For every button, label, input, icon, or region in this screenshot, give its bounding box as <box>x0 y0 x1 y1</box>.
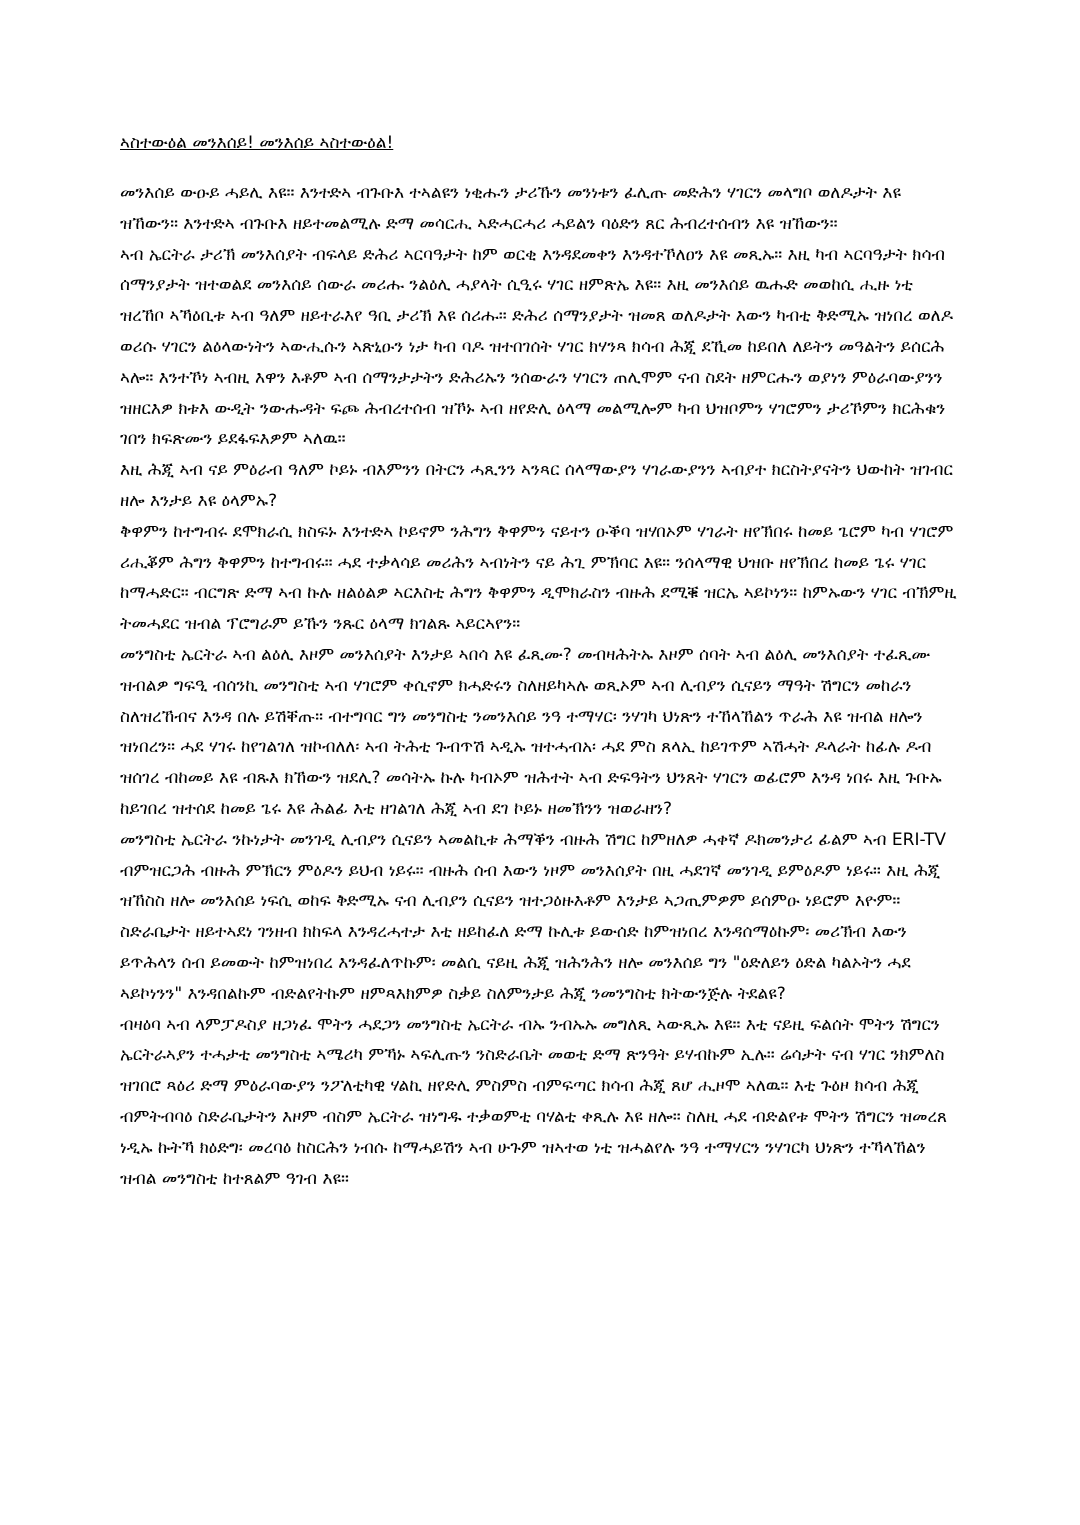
paragraph-3: እዚ ሕጂ ኣብ ናይ ምዕራብ ዓለም ኮይኑ ብእምንን በትርን ሓጺንን ኣንጻር ሰላማውያን ሃገራውያንን ኣብያተ ክርስትያናትን ህውከት ዝገብር ዘሎ እንታይ እዩ ዕላምኡ? <box>120 460 953 511</box>
paragraph-6: መንግስቲ ኤርትራ ንኩነታት መንገዲ ሊብያን ሲናይን ኣመልኪቱ ሕማቕን ብዙሕ ሽግር ከምዘለዎ ሓቀኛ ዶክመንታሪ ፊልም ኣብ ERI-TV ብምዝርጋሕ ብዙሕ ምኽርን ምዕዶን ይህብ ነይሩ። ብዙሕ ሰብ እውን ነዞም መንእሰያት በዚ ሓደገኛ መንገዲ ይምዕዶም ነይሩ። እዚ ሕጂ ዝኸስስ ዘሎ መንእሰይ ነፍሲ ወከፍ ቅድሚኡ ናብ ሊብያን ሲናይን ዝተጋዕዙእቶም እንታይ ኣጋጢምዎም ይሰምዑ ነይሮም እዮም። ስድራቤታት ዘይተኣደነ ገንዘብ ክከፍላ እንዳረሓተታ እቲ ዘይከፈለ ድማ ኩሊቱ ይውሰድ ከምዝነበረ እንዳሰማዕኩም፡ መሪኽብ እውን ይጥሕላን ሰብ ይመውት ከምዝነበረ እንዳፈለጥኩም፡ መልሲ ናይዚ ሕጂ ዝሕንሕን ዘሎ መንእሰይ ግን "ዕድለይን ዕድል ካልኦትን ሓደ ኣይኮነንን" እንዳበልኩም ብድልየትኩም ዘምጻእክምዎ ስቃይ ስለምንታይ ሕጂ ንመንግስቲ ክትውንጅሉ ትደልዩ? <box>120 829 947 1004</box>
document-title: ኣስተውዕል መንእሰይ! መንእሰይ ኣስተውዕል! <box>120 133 394 153</box>
paragraph-2: ኣብ ኤርትራ ታሪኽ መንእሰያት ብፍላይ ድሕሪ ኣርባዓታት ከም ወርቂ እንዳደመቀን እንዳተኾለዐን እዩ መጺኡ። እዚ ካብ ኣርባዓታት ክሳብ ሰማንያታት ዝተወልደ መንእሰይ ሰውራ መሪሑ ንልዕሊ ሓያላት ሲዒሩ ሃገር ዘምጽኤ እዩ። እዚ መንእሰይ ዉሑድ መወከሲ ሒዙ ነቲ ዝረኸቦ ኣኻዕቢቱ ኣብ ዓለም ዘይተራእየ ዓቢ ታሪኽ እዩ ሰሪሑ። ድሕሪ ሰማንያታት ዝመጸ ወለዶታት እውን ካብቲ ቅድሚኡ ዝነበረ ወለዶ ወሪሱ ሃገርን ልዕላውነትን ኣውሒሱን ኣጽኒዑን ነታ ካብ ባዶ ዝተበገሰት ሃገር ክሃንጻ ክሳብ ሕጂ ደኺመ ከይበለ ለይትን መዓልትን ይሰርሕ ኣሎ። እንተኾነ ኣብዚ እዋን እቶም ኣብ ሰማንታታትን ድሕሪኡን ንሰውራን ሃገርን ጠሊሞም ናብ ስደት ዘምርሑን ወያነን ምዕራባውያንን ዝዘርእዎ ክቱእ ውዲት ንውሑዳት ፍጮ ሕብረተሰብ ዝኾኑ ኣብ ዘየድሊ ዕላማ መልሚሎም ካብ ህዝቦምን ሃገሮምን ታሪኾምን ክርሕቁን ገበን ክፍጽሙን ይደፋፍእዎም ኣለዉ። <box>120 244 953 450</box>
paragraph-1: መንእሰይ ውዑይ ሓይሊ እዩ። እንተድኣ ብጉቡእ ተኣልዩን ነቂሑን ታሪኹን መንነቱን ፈሊጡ መድሕን ሃገርን መላግቦ ወለዶታት እዩ ዝኸውን። እንተድኣ ብጉቡእ ዘይተመልሚሉ ድማ መሳርሒ ኣድሓርሓሪ ሓይልን ባዕድን ጸር ሕብረተሰብን እዩ ዝኸውን። <box>120 183 901 234</box>
document-page <box>120 128 960 1194</box>
paragraph-4: ቅዋምን ከተግብሩ ደሞክራሲ ክስፍኑ እንተድኣ ኮይኖም ንሕግን ቅዋምን ናይተን ዑቕባ ዝሃበኦም ሃገራት ዘየኽበሩ ከመይ ጌሮም ካብ ሃገሮም ሪሒቖም ሕግን ቅዋምን ከተግብሩ። ሓደ ተቃላሳይ መሪሕን ኣብነትን ናይ ሕጊ ምኽባር እዩ። ንሰላማዊ ህዝቡ ዘየኽበረ ከመይ ጌሩ ሃገር ከማሓድር። ብርግጽ ድማ ኣብ ኩሉ ዘልዕልዎ ኣርእስቲ ሕግን ቅዋምን ዲሞክራስን ብዙሕ ደሚቑ ዝርኤ ኣይኮነን። ከምኡውን ሃገር ብኽምዚ ትመሓደር ዝብል ፕሮግራም ይኹን ንጹር ዕላማ ክገልጹ ኣይርኣየን። <box>120 521 957 635</box>
paragraph-7: ብዛዕባ ኣብ ላምፓዶስያ ዘጋነፈ ሞትን ሓደጋን መንግስቲ ኤርትራ ብኡ ንብኡኡ መግለጺ ኣውጺኡ እዩ። እቲ ናይዚ ፍልሰት ሞትን ሽግርን ኤርትራኣያን ተሓታቲ መንግስቲ ኣሜሪካ ምኻኑ ኣፍሊጡን ንስድራቤት መወቲ ድማ ጽንዓት ይሃብኩም ኢሉ። ሬሳታት ናብ ሃገር ንክምለስ ዝገበሮ ጻዕሪ ድማ ምዕራባውያን ንፖለቲካዊ ሃልኪ ዘየድሊ ምስምስ ብምፍጣር ክሳብ ሕጂ ጸሆ ሒዞሞ ኣለዉ። እቲ ጉዕዞ ክሳብ ሕጂ ብምትብባዕ ስድራቤታትን እዞም ብስም ኤርትራ ዝነግዱ ተቃወምቲ ባሃልቲ ቀጺሉ እዩ ዘሎ። ስለዚ ሓደ ብድልየቱ ሞትን ሽግርን ዝመረጸ ነዲኡ ኩትኻ ክዕድግ፡ መረባዕ ከስርሕን ነብሱ ከማሓይሽን ኣብ ሁጉም ዝኣተወ ነቲ ዝሓልየሉ ንዓ ተማሃርን ንሃገርካ ህነጽን ተኻላኸልን ዝብል መንግስቲ ከተጸልም ዓገብ እዩ። <box>120 1014 947 1189</box>
paragraph-5: መንግስቲ ኤርትራ ኣብ ልዕሊ እዞም መንእሰያት እንታይ ኣበሳ እዩ ፈጺሙ? መብዛሕትኡ እዞም ሰባት ኣብ ልዕሊ መንእሰያት ተፈጺሙ ዝብልዎ ግፍዒ ብሰንኪ መንግስቲ ኣብ ሃገሮም ቀሲኖም ክሓድሩን ስለዘይካኣሉ ወጺኦም ኣብ ሊብያን ሲናይን ማዓት ሽግርን መከራን ስለዝረኸብና እንዳ በሉ ይሽቐጡ። ብተግባር ግን መንግስቲ ንመንእሰይ ንዓ ተማሃር፡ ንሃገካ ህነጽን ተኸላኸልን ጥራሕ እዩ ዝብል ዘሎን ዝነበረን። ሓደ ሃገሩ ከየገልገለ ዝኮብለለ፡ ኣብ ትሕቲ ጉብጥሽ ኣዲኡ ዝተሓብአ፡ ሓደ ምስ ጸላኢ ከይገጥም ኣሽሓት ዶላራት ከፊሉ ዶብ ዝሰገረ ብከመይ እዩ ብጹእ ክኸውን ዝደሊ? መሳትኡ ኩሉ ካብኦም ዝሕተት ኣብ ድፍዓትን ህንጸት ሃገርን ወፊሮም እንዳ ነበሩ እዚ ጉቡኡ ከይገበረ ዝተሰደ ከመይ ጌሩ እዩ ሕልፊ እቲ ዘገልገለ ሕጂ ኣብ ደገ ኮይኑ ዘመኽንን ዝወራዘን? <box>120 644 942 819</box>
